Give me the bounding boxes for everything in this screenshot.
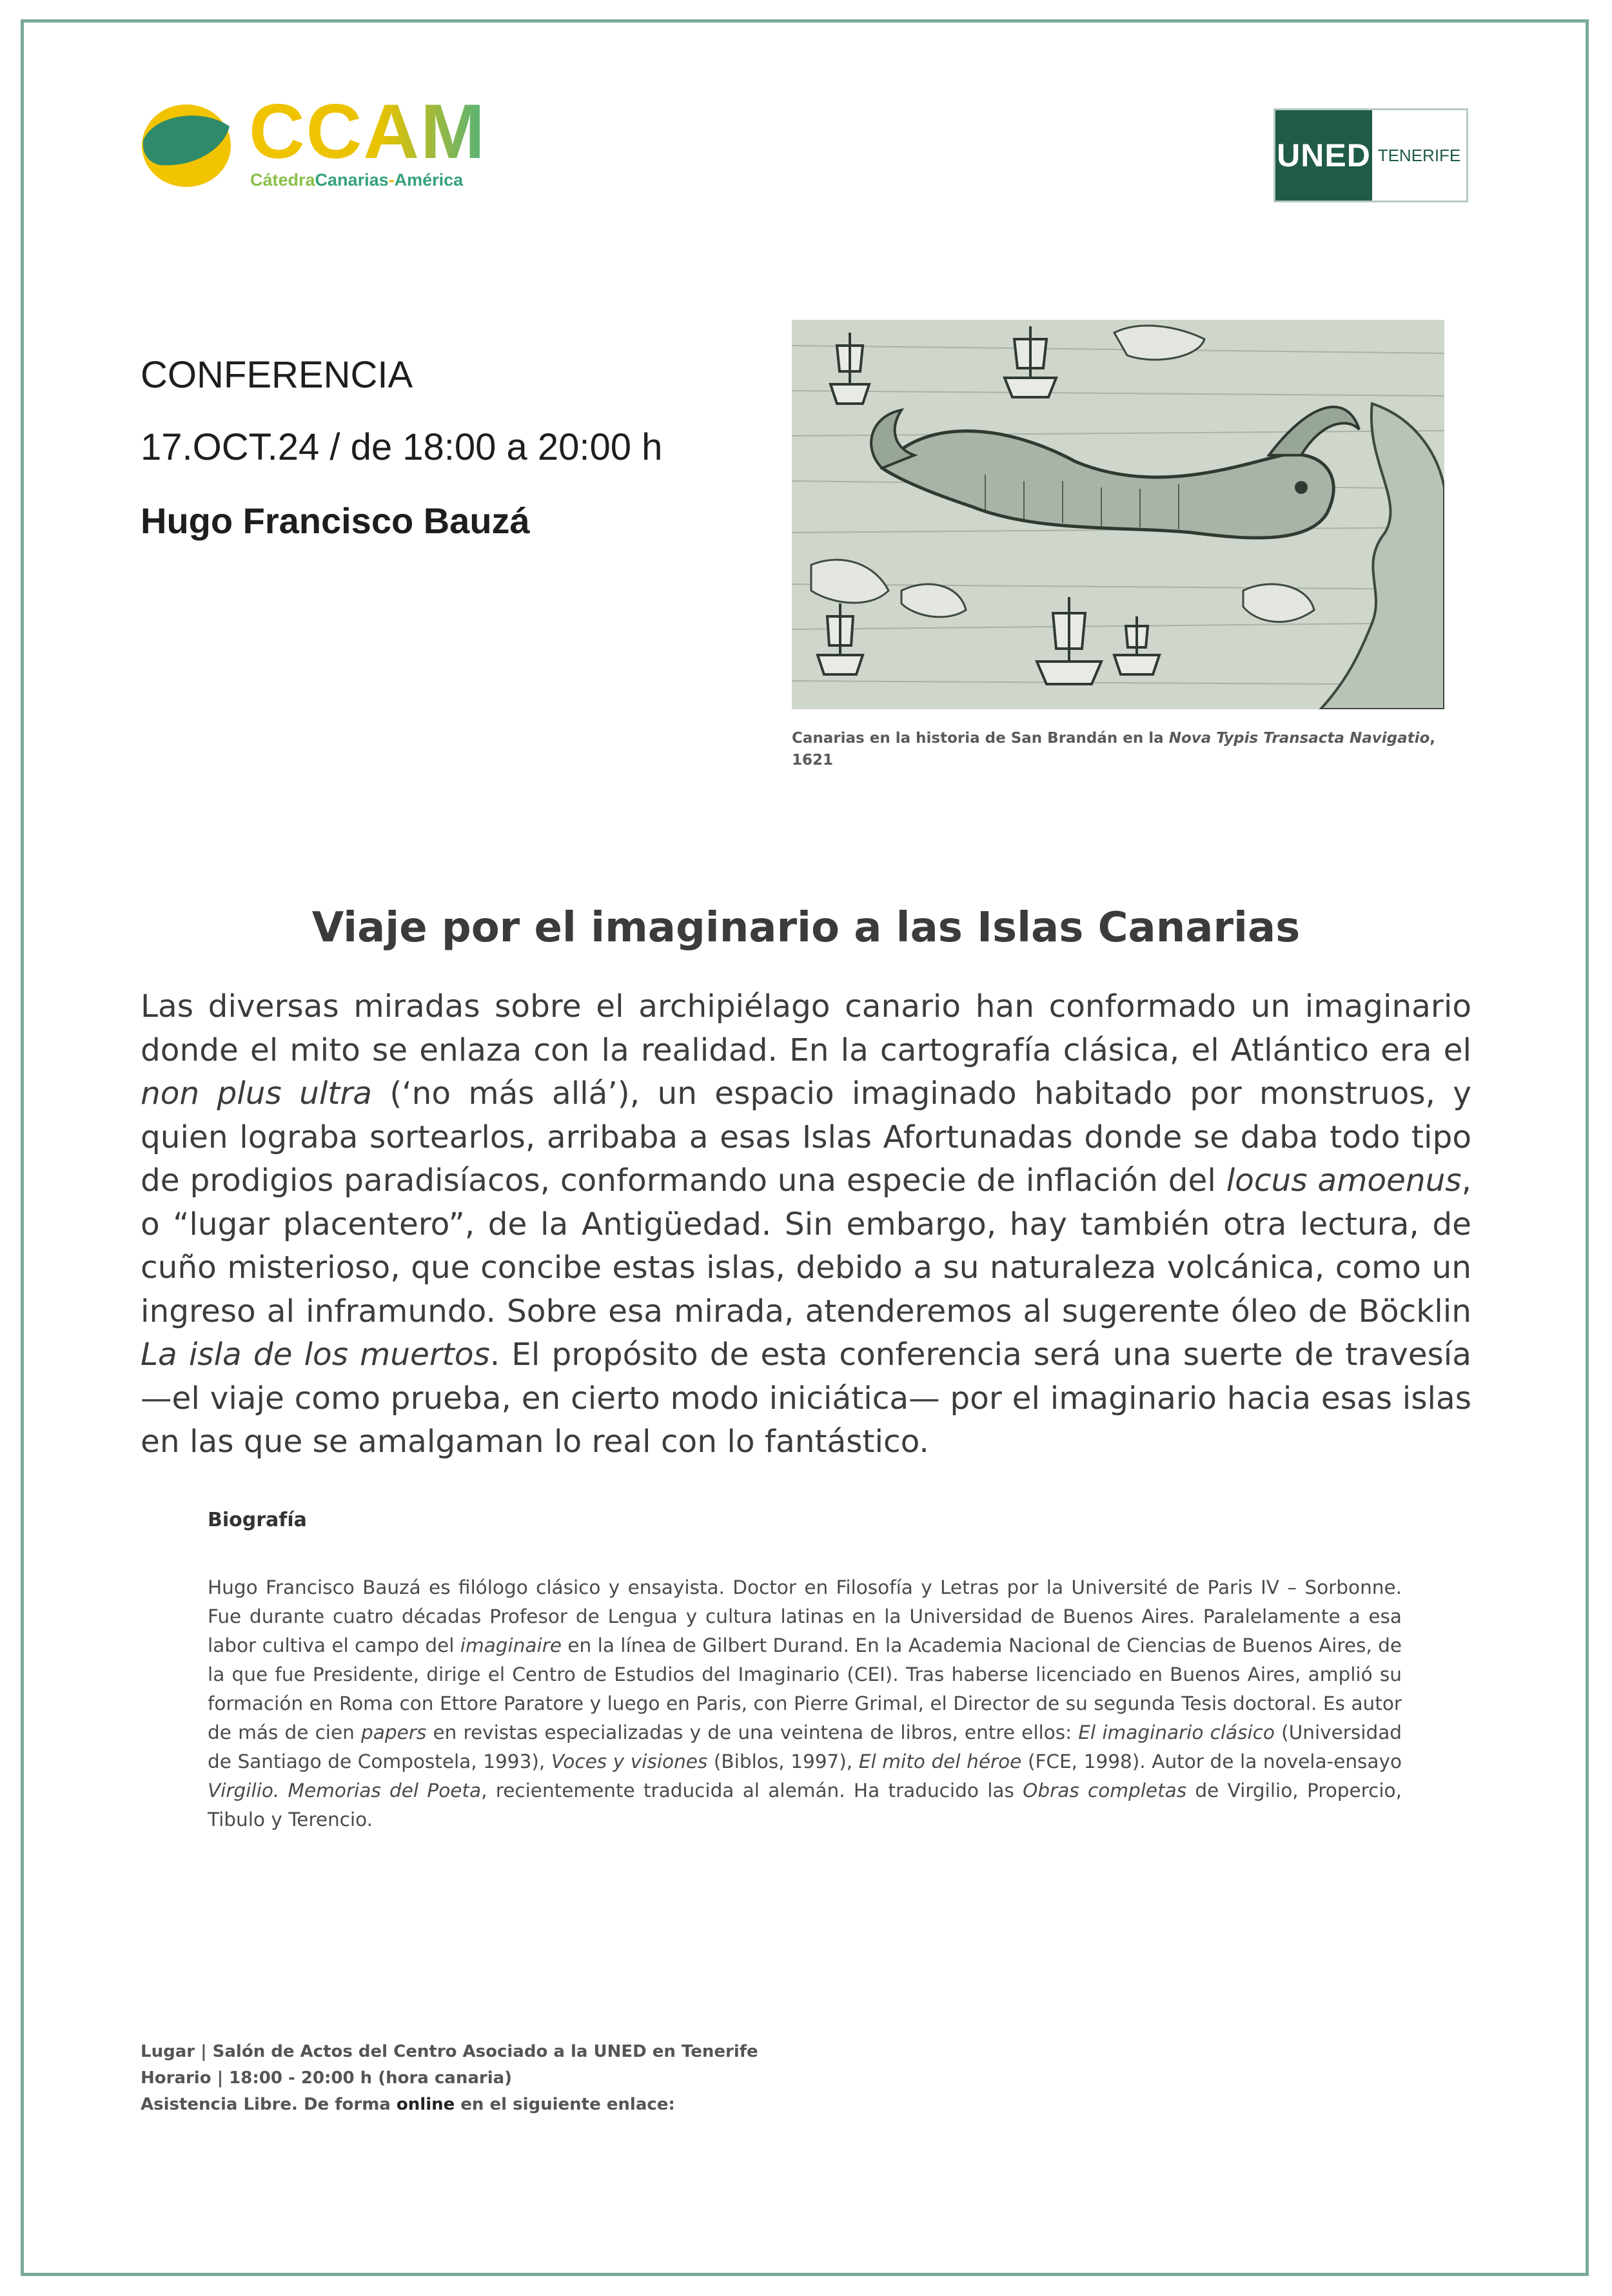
conference-abstract: Las diversas miradas sobre el archipiélago canario han conformado un imaginario donde el mito se enlaza con la realidad. En la cartografía clásica, el Atlántico era el non plus ultra (‘no más allá’), un espacio imaginado habitado por monstruos, y quien lograba sortearlos, arribaba a esas Islas Afortunadas donde se daba todo tipo de prodigios paradisíacos, conformando una especie de inflación del locus amoenus, o “lugar placentero”, de la Antigüedad. Sin embargo, hay también otra lectura, de cuño misterioso, que concibe estas islas, debido a su naturaleza volcánica, como un ingreso al inframundo. Sobre esa mirada, atenderemos al sugerente óleo de Böcklin La isla de los muertos. El propósito de esta conferencia será una suerte de travesía —el viaje como prueba, en cierto modo iniciática— por el imaginario hacia esas islas en las que se amalgaman lo real con lo fantástico. — [141, 988, 1471, 1460]
biography-text: Hugo Francisco Bauzá es filólogo clásico y ensayista. Doctor en Filosofía y Letras por la Université de Paris IV – Sorbonne. Fue durante cuatro décadas Profesor de Lengua y cultura latinas en la Universidad de Buenos Aires. Paralelamente a esa labor cultiva el campo del imaginaire en la línea de Gilbert Durand. En la Academia Nacional de Ciencias de Buenos Aires, de la que fue Presidente, dirige el Centro de Estudios del Imaginario (CEI). Tras haberse licenciado en Buenos Aires, amplió su formación en Roma con Ettore Paratore y luego en Paris, con Pierre Grimal, el Director de su segunda Tesis doctoral. Es autor de más de cien papers en revistas especializadas y de una veintena de libros, entre ellos: El imaginario clásico (Universidad de Santiago de Compostela, 1993), Voces y visiones (Biblos, 1997), El mito del héroe (FCE, 1998). Autor de la novela-ensayo Virgilio. Memorias del Poeta, recientemente traducida al alemán. Ha traducido las Obras completas de Virgilio, Propercio, Tibulo y Terencio. — [208, 1576, 1402, 1830]
caption-italic-title: Nova Typis Transacta Navigatio — [1168, 730, 1430, 747]
uned-tenerife-logo — [1273, 108, 1468, 202]
venue-line: Lugar | Salón de Actos del Centro Asociado a la UNED en Tenerife — [141, 2042, 758, 2061]
conference-title: Viaje por el imaginario a las Islas Canarias — [311, 904, 1301, 952]
sea-monster-engraving-image — [792, 320, 1444, 709]
event-details-footer — [141, 2039, 979, 2118]
event-type: CONFERENCIA — [141, 354, 413, 396]
schedule-line: Horario | 18:00 - 20:00 h (hora canaria) — [141, 2068, 513, 2088]
ccam-subtitle: CátedraCanarias-América — [250, 170, 464, 190]
uned-logo-location: TENERIFE — [1377, 145, 1461, 165]
ccam-wordmark: CCAM — [249, 88, 486, 175]
event-speaker: Hugo Francisco Bauzá — [141, 500, 530, 541]
biography-heading: Biografía — [208, 1509, 307, 1531]
illustration-caption: Canarias en la historia de San Brandán en la Nova Typis Transacta Navigatio, 1621 — [792, 730, 1436, 769]
uned-logo-text: UNED — [1275, 110, 1372, 201]
attendance-line: Asistencia Libre. De forma online en el siguiente enlace: — [141, 2095, 675, 2114]
ccam-emblem-icon — [141, 101, 232, 188]
ccam-logo — [141, 88, 515, 195]
event-date: 17.OCT.24 / de 18:00 a 20:00 h — [141, 426, 663, 468]
online-label: online — [396, 2095, 455, 2114]
